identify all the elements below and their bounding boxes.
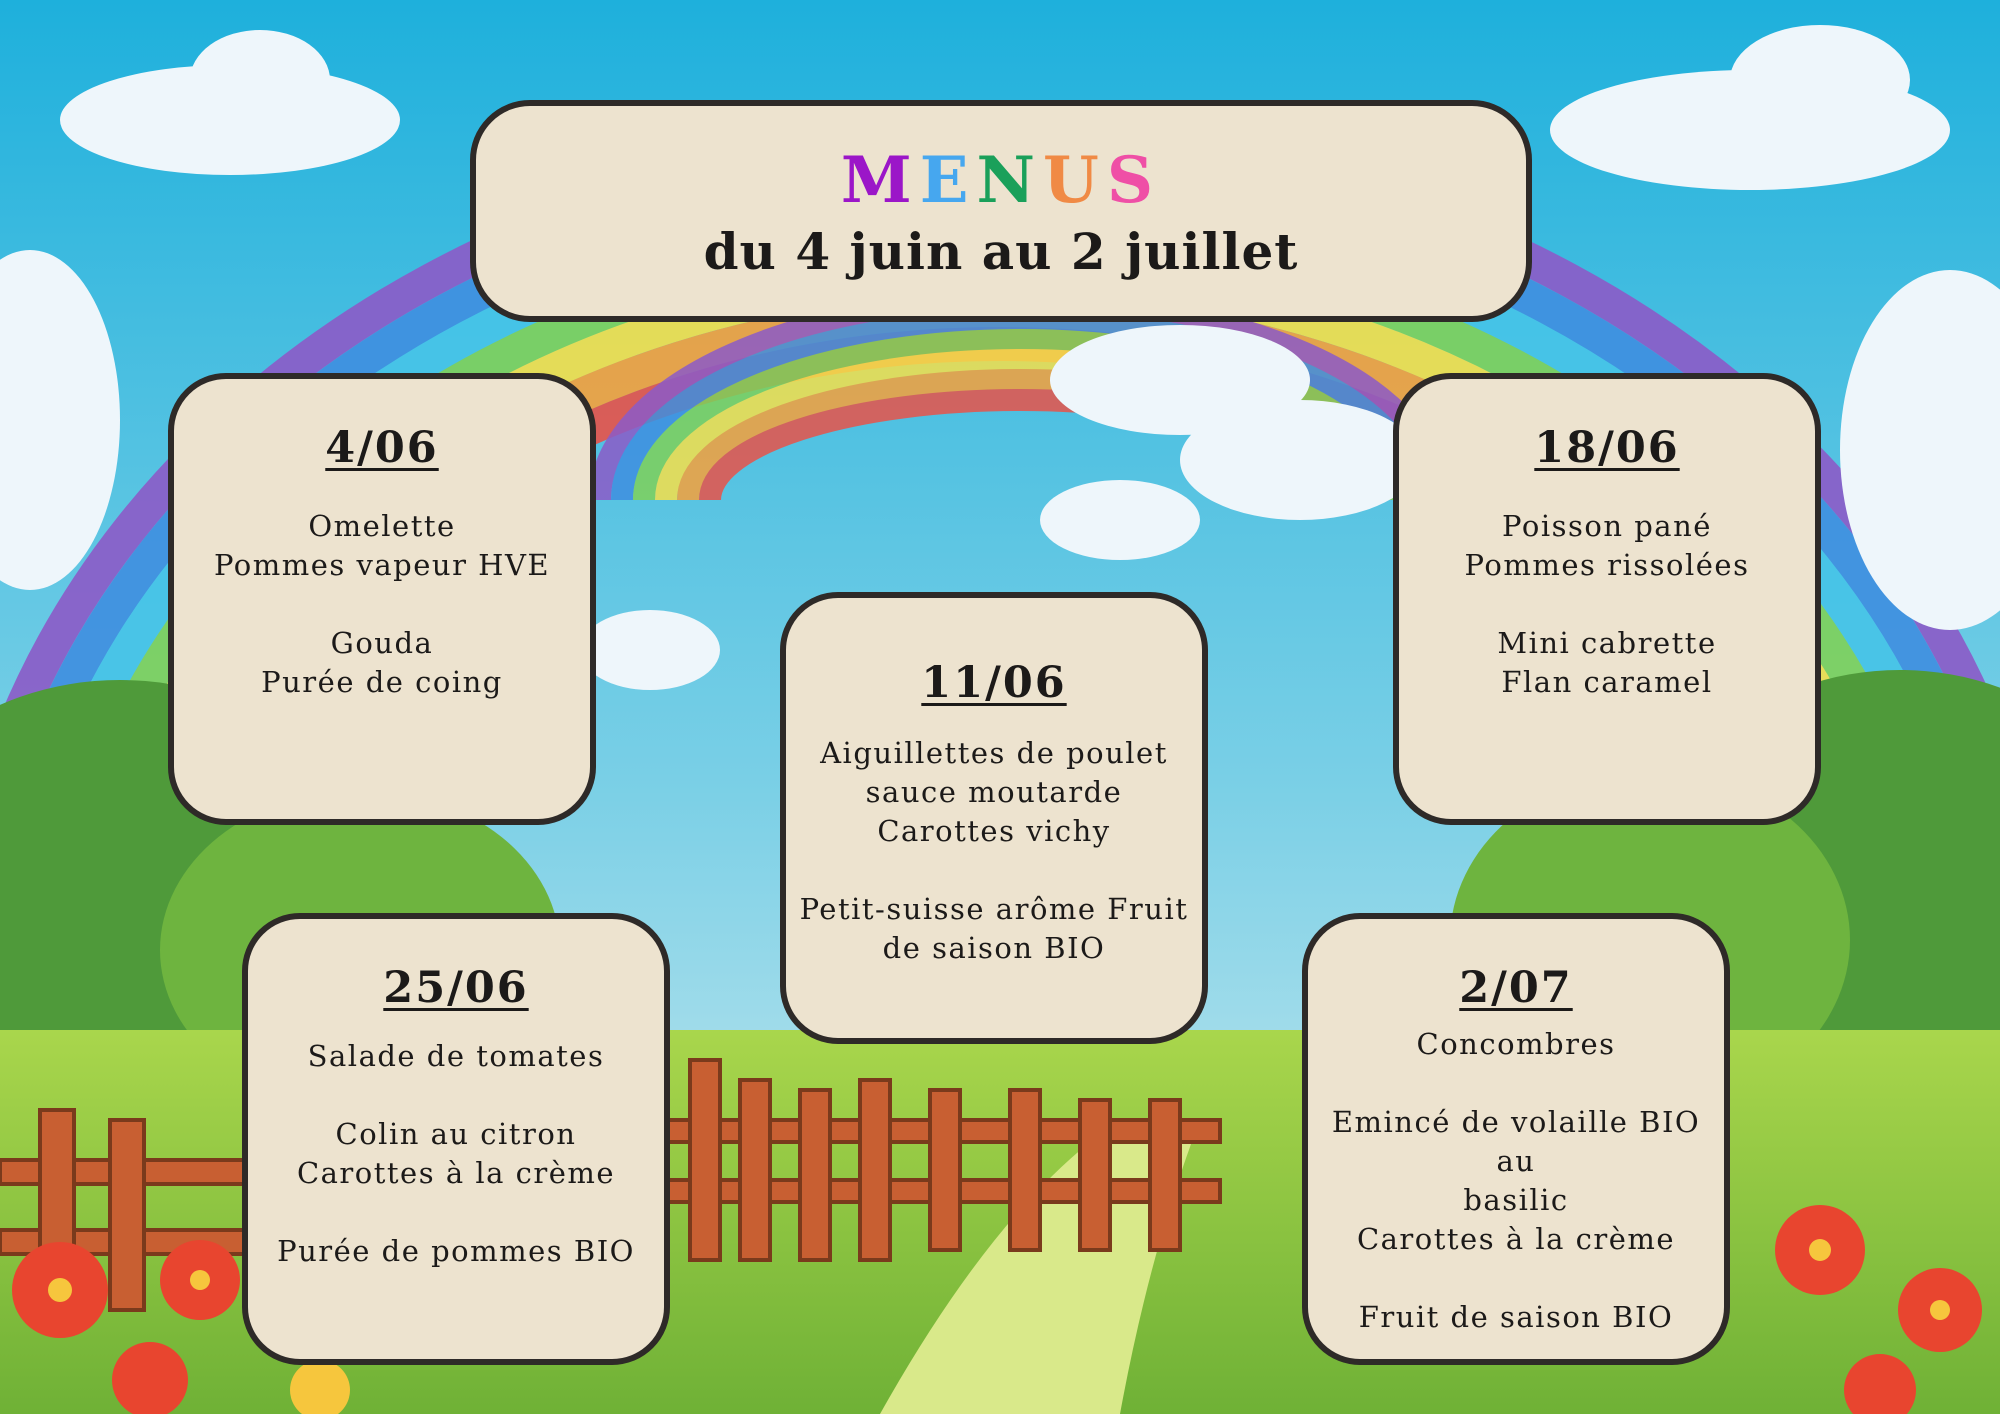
menu-card-25-06	[242, 913, 670, 1365]
menu-date: 4/06	[325, 423, 439, 473]
menu-item	[248, 1193, 664, 1232]
menu-item	[1308, 1064, 1724, 1103]
menu-item: de saison BIO	[882, 931, 1106, 965]
title-menus	[476, 143, 1526, 218]
menu-item	[1308, 1259, 1724, 1298]
menu-item: Mini cabrette	[1497, 626, 1717, 660]
menu-item: Flan caramel	[1501, 665, 1713, 699]
menu-items	[786, 734, 1202, 968]
menu-items	[174, 507, 590, 702]
menu-item: Aiguillettes de poulet	[820, 736, 1168, 770]
title-letter: M	[840, 143, 920, 218]
menu-item: basilic	[1463, 1183, 1569, 1217]
title-letter: E	[919, 143, 977, 218]
menu-item: Colin au citron	[335, 1117, 577, 1151]
menu-items	[1399, 507, 1815, 702]
menu-item: Carottes à la crème	[1356, 1222, 1676, 1256]
menu-item: Petit-suisse arôme Fruit	[799, 892, 1189, 926]
menu-item: Carottes à la crème	[296, 1156, 616, 1190]
menu-item: Carottes vichy	[877, 814, 1111, 848]
menu-item: Pommes rissolées	[1464, 548, 1750, 582]
menu-item	[786, 851, 1202, 890]
title-letter: N	[976, 143, 1044, 218]
menu-item	[1399, 585, 1815, 624]
menu-item	[174, 585, 590, 624]
menu-item: Salade de tomates	[307, 1039, 605, 1073]
menu-item: Purée de coing	[261, 665, 503, 699]
menu-item: Fruit de saison BIO	[1358, 1300, 1674, 1334]
title-date-range: du 4 juin au 2 juillet	[703, 222, 1299, 281]
menu-item: Pommes vapeur HVE	[213, 548, 551, 582]
title-letter: U	[1043, 143, 1107, 218]
menu-items	[1308, 1025, 1724, 1337]
title-letter: S	[1106, 143, 1162, 218]
menu-date: 18/06	[1534, 423, 1680, 473]
menu-item: sauce moutarde	[865, 775, 1123, 809]
menu-item: Purée de pommes BIO	[277, 1234, 635, 1268]
menu-items	[248, 1037, 664, 1271]
menu-date: 11/06	[921, 658, 1067, 708]
menu-item: Concombres	[1416, 1027, 1616, 1061]
menu-card-2-07	[1302, 913, 1730, 1365]
menu-item: Omelette	[308, 509, 456, 543]
menu-item: Poisson pané	[1502, 509, 1712, 543]
menu-item: Gouda	[330, 626, 434, 660]
menu-date: 25/06	[383, 963, 529, 1013]
menu-date: 2/07	[1459, 963, 1573, 1013]
menu-item: Emincé de volaille BIO au	[1331, 1105, 1701, 1178]
menu-card-11-06	[780, 592, 1208, 1044]
menu-card-18-06	[1393, 373, 1821, 825]
title-card	[470, 100, 1532, 322]
menu-card-4-06	[168, 373, 596, 825]
menu-item	[248, 1076, 664, 1115]
